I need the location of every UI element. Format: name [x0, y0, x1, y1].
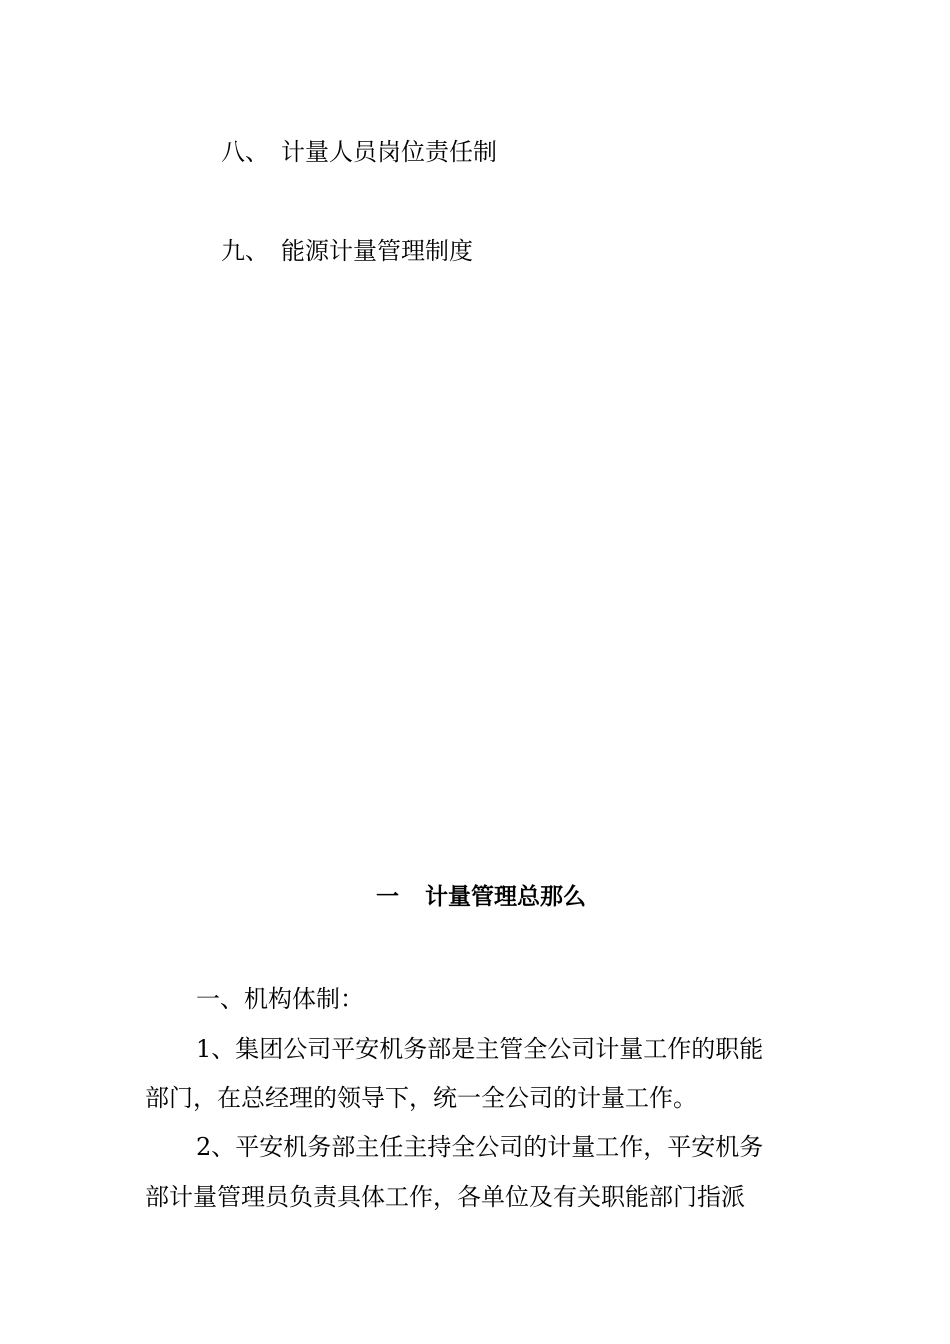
- toc-item-8: [221, 137, 497, 167]
- toc-item-number: 九、: [221, 237, 269, 265]
- chapter-title-text: 计量管理总那么: [425, 884, 586, 910]
- toc-item-title: 计量人员岗位责任制: [281, 138, 497, 166]
- toc-item-title: 能源计量管理制度: [281, 237, 473, 265]
- paragraph-2-line-1: 2、平安机务部主任主持全公司的计量工作，平安机务: [196, 1133, 764, 1161]
- paragraph-2-line-2: 部计量管理员负责具体工作，各单位及有关职能部门指派: [145, 1183, 745, 1211]
- paragraph-1-line-2: 部门，在总经理的领导下，统一全公司的计量工作。: [145, 1084, 697, 1112]
- toc-item-number: 八、: [221, 138, 269, 166]
- section-heading: 一、机构体制：: [196, 985, 364, 1013]
- paragraph-1-line-1: 1、集团公司平安机务部是主管全公司计量工作的职能: [196, 1035, 764, 1063]
- toc-item-9: [221, 236, 473, 266]
- chapter-number: 一: [376, 884, 399, 910]
- chapter-title: [0, 881, 950, 913]
